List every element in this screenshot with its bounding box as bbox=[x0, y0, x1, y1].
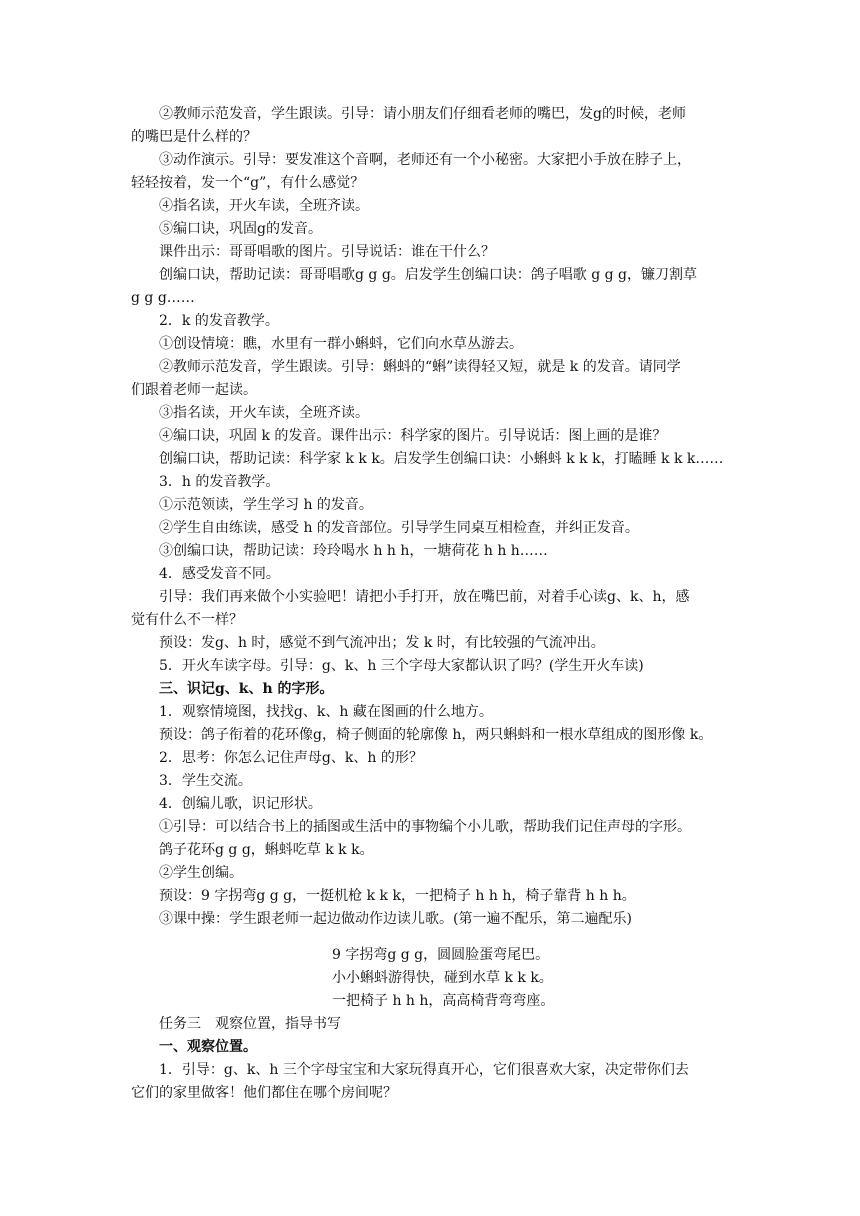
text-line: ①创设情境：瞧，水里有一群小蝌蚪，它们向水草丛游去。 bbox=[159, 336, 523, 352]
text-line: 引导：我们再来做个小实验吧！请把小手打开，放在嘴巴前，对着手心读g、k、h，感 bbox=[159, 589, 690, 605]
text-line: 预设：9 字拐弯g g g，一挺机枪 k k k，一把椅子 h h h，椅子靠背 h h h。 bbox=[159, 888, 636, 904]
text-line: 觉有什么不一样？ bbox=[131, 612, 243, 628]
poem-line: 9 字拐弯g g g，圆圆脸蛋弯尾巴。 bbox=[332, 947, 550, 963]
text-line: ②教师示范发音，学生跟读。引导：请小朋友们仔细看老师的嘴巴，发g的时候，老师 bbox=[159, 106, 686, 122]
text-line: ③课中操：学生跟老师一起边做动作边读儿歌。(第一遍不配乐，第二遍配乐) bbox=[159, 911, 632, 927]
text-line: ②学生创编。 bbox=[159, 865, 243, 881]
section-heading: 一、观察位置。 bbox=[159, 1039, 257, 1055]
text-line: ①示范领读，学生学习 h 的发音。 bbox=[159, 497, 373, 513]
text-line: 鸽子花环g g g，蝌蚪吃草 k k k。 bbox=[159, 842, 374, 858]
text-line: g g g…… bbox=[131, 290, 195, 306]
text-line: 创编口诀，帮助记读：哥哥唱歌g g g。启发学生创编口诀：鸽子唱歌 g g g，镰刀割草 bbox=[159, 267, 698, 283]
text-line: 课件出示：哥哥唱歌的图片。引导说话：谁在干什么？ bbox=[159, 244, 495, 260]
text-line: 们跟着老师一起读。 bbox=[131, 382, 257, 398]
text-line: 5．开火车读字母。引导：g、k、h 三个字母大家都认识了吗？(学生开火车读) bbox=[159, 658, 644, 674]
text-line: 2．k 的发音教学。 bbox=[159, 313, 279, 329]
text-line: 预设：鸽子衔着的花环像g，椅子侧面的轮廓像 h，两只蝌蚪和一根水草组成的图形像 k。 bbox=[159, 727, 713, 743]
text-line: ③创编口诀，帮助记读：玲玲喝水 h h h，一塘荷花 h h h…… bbox=[159, 543, 548, 559]
text-line: ④编口诀，巩固 k 的发音。课件出示：科学家的图片。引导说话：图上画的是谁？ bbox=[159, 428, 667, 444]
text-line: ③指名读，开火车读，全班齐读。 bbox=[159, 405, 369, 421]
text-line: ③动作演示。引导：要发准这个音啊，老师还有一个小秘密。大家把小手放在脖子上， bbox=[159, 152, 691, 168]
text-line: 3．h 的发音教学。 bbox=[159, 474, 280, 490]
text-line: ⑤编口诀，巩固g的发音。 bbox=[159, 221, 322, 237]
poem-line: 小小蝌蚪游得快，碰到水草 k k k。 bbox=[332, 970, 553, 986]
text-line: 轻轻按着，发一个“g”，有什么感觉？ bbox=[131, 175, 365, 191]
text-line: 4．创编儿歌，识记形状。 bbox=[159, 796, 322, 812]
text-line: ④指名读，开火车读，全班齐读。 bbox=[159, 198, 369, 214]
section-heading: 三、识记g、k、h 的字形。 bbox=[159, 681, 334, 697]
text-line: 1．引导：g、k、h 三个字母宝宝和大家玩得真开心，它们很喜欢大家，决定带你们去 bbox=[159, 1062, 689, 1078]
text-line: 预设：发g、h 时，感觉不到气流冲出；发 k 时，有比较强的气流冲出。 bbox=[159, 635, 605, 651]
text-line: 2．思考：你怎么记住声母g、k、h 的形？ bbox=[159, 750, 423, 766]
task-heading: 任务三 观察位置，指导书写 bbox=[159, 1016, 341, 1032]
text-line: 4．感受发音不同。 bbox=[159, 566, 280, 582]
text-line: 的嘴巴是什么样的？ bbox=[131, 129, 257, 145]
text-line: 创编口诀，帮助记读：科学家 k k k。启发学生创编口诀：小蝌蚪 k k k，打瞌睡 k k k…… bbox=[159, 451, 724, 467]
text-line: ②学生自由练读，感受 h 的发音部位。引导学生同桌互相检查，并纠正发音。 bbox=[159, 520, 639, 536]
text-line: 1．观察情境图，找找g、k、h 藏在图画的什么地方。 bbox=[159, 704, 493, 720]
text-line: 3．学生交流。 bbox=[159, 773, 252, 789]
text-line: ①引导：可以结合书上的插图或生活中的事物编个小儿歌，帮助我们记住声母的字形。 bbox=[159, 819, 691, 835]
text-line: 它们的家里做客！他们都住在哪个房间呢？ bbox=[131, 1085, 397, 1101]
poem-line: 一把椅子 h h h，高高椅背弯弯座。 bbox=[332, 993, 555, 1009]
text-line: ②教师示范发音，学生跟读。引导：蝌蚪的“蝌”读得轻又短，就是 k 的发音。请同学 bbox=[159, 359, 681, 375]
